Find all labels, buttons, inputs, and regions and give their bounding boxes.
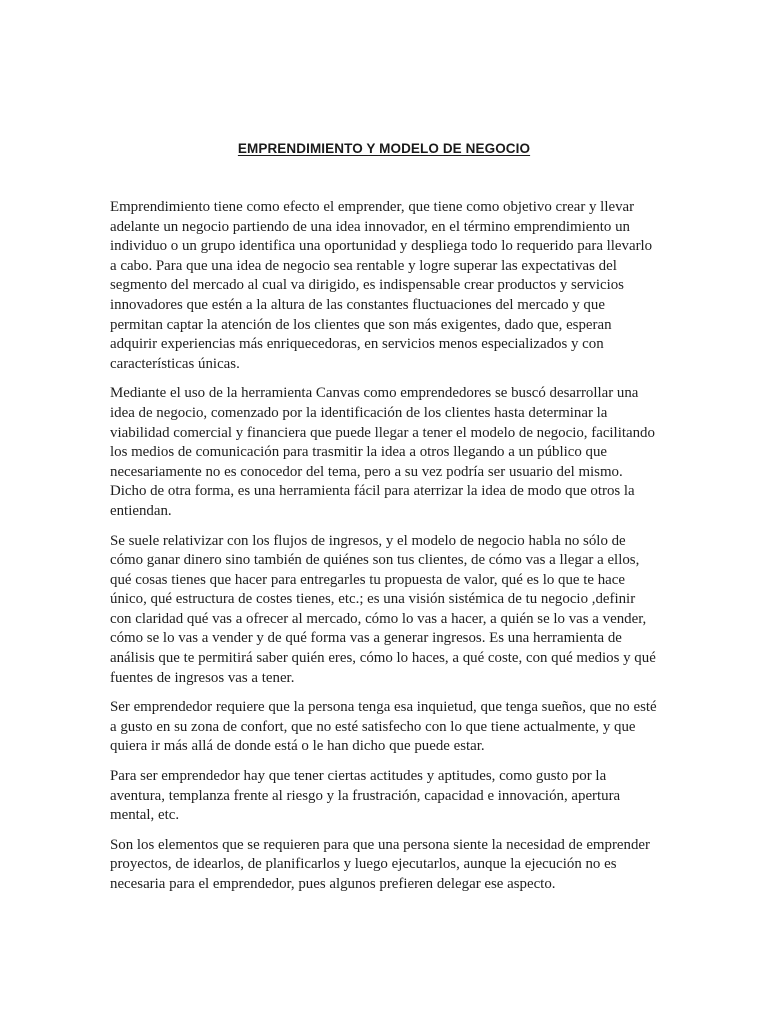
paragraph-1: Emprendimiento tiene como efecto el emprender, que tiene como objetivo crear y llevar adelante un negocio partiendo de una idea innovador, en el término emprendimiento un individuo o un grupo identifica una oportunidad y despliega todo lo requerido para llevarlo a cabo. Para que una idea de negocio sea rentable y logre superar las expectativas del segmento del mercado al cual va dirigido, es indispensable crear productos y servicios innovadores que estén a la altura de las constantes fluctuaciones del mercado y que permitan captar la atención de los clientes que son más exigentes, dado que, esperan adquirir experiencias más enriquecedoras, en servicios menos especializados y con características únicas. bbox=[110, 199, 653, 372]
paragraph-6: Son los elementos que se requieren para que una persona siente la necesidad de emprender proyectos, de idearlos, de planificarlos y luego ejecutarlos, aunque la ejecución no es necesaria para el emprendedor, pues algunos prefieren delegar ese aspecto. bbox=[110, 836, 650, 892]
paragraph-2: Mediante el uso de la herramienta Canvas como emprendedores se buscó desarrollar una idea de negocio, comenzado por la identificación de los clientes hasta determinar la viabilidad comercial y financiera que puede llegar a tener el modelo de negocio, facilitando los medios de comunicación para trasmitir la idea a otros llegando a un público que necesariamente no es conocedor del tema, pero a su vez podría ser usuario del mismo. Dicho de otra forma, es una herramienta fácil para aterrizar la idea de modo que otros la entiendan. bbox=[110, 385, 655, 519]
document-title bbox=[0, 141, 768, 156]
document-body bbox=[110, 198, 658, 905]
paragraph-3: Se suele relativizar con los flujos de ingresos, y el modelo de negocio habla no sólo de cómo ganar dinero sino también de quiénes son tus clientes, de cómo vas a llegar a ellos, qué cosas tienes que hacer para entregarles tu propuesta de valor, qué es lo que te hace único, qué estructura de costes tienes, etc.; es una visión sistémica de tu negocio ,definir con claridad qué vas a ofrecer al mercado, cómo lo vas a hacer, a quién se lo vas a vender, cómo se lo vas a vender y de qué forma vas a generar ingresos. Es una herramienta de análisis que te permitirá saber quién eres, cómo lo haces, a qué coste, con qué medios y qué fuentes de ingresos vas a tener. bbox=[110, 532, 656, 686]
paragraph-4: Ser emprendedor requiere que la persona tenga esa inquietud, que tenga sueños, que no esté a gusto en su zona de confort, que no esté satisfecho con lo que tiene actualmente, y que quiera ir más allá de donde está o le han dicho que puede estar. bbox=[110, 699, 657, 755]
document-title-text: EMPRENDIMIENTO Y MODELO DE NEGOCIO bbox=[237, 141, 531, 156]
paragraph-5: Para ser emprendedor hay que tener ciertas actitudes y aptitudes, como gusto por la aventura, templanza frente al riesgo y la frustración, capacidad e innovación, apertura mental, etc. bbox=[110, 768, 621, 824]
